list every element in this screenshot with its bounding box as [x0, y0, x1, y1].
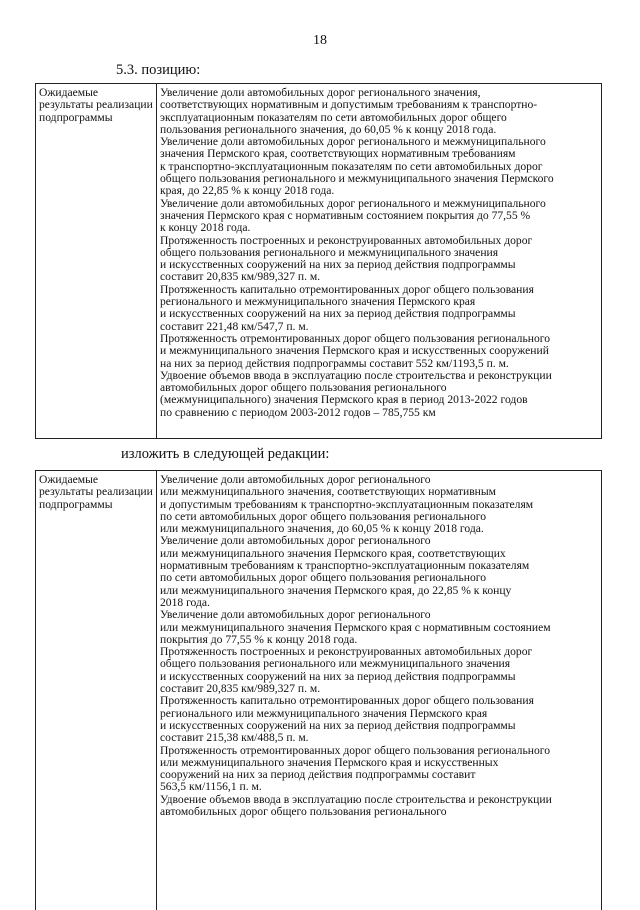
text-line: покрытия до 77,55 % к концу 2018 года. [160, 634, 597, 646]
text-line: Увеличение доли автомобильных дорог регионального и межмуниципального [160, 136, 597, 148]
text-line: Увеличение доли автомобильных дорог регионального [160, 535, 597, 547]
text-line: нормативным требованиям к транспортно-эксплуатационным показателям [160, 560, 597, 572]
text-line: или межмуниципального значения Пермского края с нормативным состоянием [160, 622, 597, 634]
text-line: к транспортно-эксплуатационным показателям по сети автомобильных дорог [160, 161, 597, 173]
text-line: по сравнению с периодом 2003-2012 годов – 785,755 км [160, 407, 597, 419]
text-line: Протяженность капитально отремонтированных дорог общего пользования [160, 284, 597, 296]
text-line: и искусственных сооружений на них за период действия подпрограммы [160, 308, 597, 320]
new-edition-heading: изложить в следующей редакции: [121, 446, 329, 463]
text-line: составит 20,835 км/989,327 п. м. [160, 271, 597, 283]
text-line: Протяженность построенных и реконструированных автомобильных дорог [160, 646, 597, 658]
text-line: или межмуниципального значения Пермского края и искусственных [160, 757, 597, 769]
text-line: края, до 22,85 % к концу 2018 года. [160, 185, 597, 197]
table-row [36, 471, 602, 910]
text-line: значения Пермского края, соответствующих нормативным требованиям [160, 148, 597, 160]
text-line: составит 221,48 км/547,7 п. м. [160, 321, 597, 333]
text-line: общего пользования регионального или межмуниципального значения [160, 658, 597, 670]
text-line: результаты реализации [39, 99, 152, 111]
text-line: Протяженность построенных и реконструированных автомобильных дорог [160, 235, 597, 247]
text-line: автомобильных дорог общего пользования регионального [160, 806, 597, 818]
text-line: Удвоение объемов ввода в эксплуатацию после строительства и реконструкции [160, 370, 597, 382]
text-line: и межмуниципального значения Пермского края и искусственных сооружений [160, 345, 597, 357]
section-heading: 5.3. позицию: [116, 62, 200, 79]
text-line: значения Пермского края с нормативным состоянием покрытия до 77,55 % [160, 210, 597, 222]
table-row [36, 84, 602, 439]
text-line: к концу 2018 года. [160, 222, 597, 234]
text-line: подпрограммы [39, 112, 152, 124]
row-content-cell [157, 471, 602, 910]
text-line: или межмуниципального значения, соответствующих нормативным [160, 486, 597, 498]
text-line: результаты реализации [39, 486, 152, 498]
text-line: или межмуниципального значения, до 60,05 % к концу 2018 года. [160, 523, 597, 535]
text-line: составит 20,835 км/989,327 п. м. [160, 683, 597, 695]
text-line: регионального или межмуниципального значения Пермского края [160, 708, 597, 720]
row-label-cell [36, 471, 157, 910]
text-line: подпрограммы [39, 499, 152, 511]
text-line: соответствующих нормативным и допустимым требованиям к транспортно- [160, 99, 597, 111]
text-line: Ожидаемые [39, 474, 152, 486]
text-line: сооружений на них за период действия подпрограммы составит [160, 769, 597, 781]
text-line: Увеличение доли автомобильных дорог регионального [160, 609, 597, 621]
text-line: и искусственных сооружений на них за период действия подпрограммы [160, 259, 597, 271]
text-line: 2018 года. [160, 597, 597, 609]
text-line: или межмуниципального значения Пермского края, соответствующих [160, 548, 597, 560]
text-line: эксплуатационным показателям по сети автомобильных дорог общего [160, 112, 597, 124]
text-line: или межмуниципального значения Пермского края, до 22,85 % к концу [160, 585, 597, 597]
text-line: на них за период действия подпрограммы составит 552 км/1193,5 п. м. [160, 358, 597, 370]
text-line: Ожидаемые [39, 87, 152, 99]
text-line: Протяженность отремонтированных дорог общего пользования регионального [160, 333, 597, 345]
text-line: и допустимым требованиям к транспортно-эксплуатационным показателям [160, 499, 597, 511]
row-content-cell [157, 84, 602, 439]
text-line: Увеличение доли автомобильных дорог регионального значения, [160, 87, 597, 99]
text-line: общего пользования регионального и межмуниципального значения [160, 247, 597, 259]
page-number: 18 [0, 33, 640, 49]
text-line: Протяженность капитально отремонтированных дорог общего пользования [160, 695, 597, 707]
text-line: по сети автомобильных дорог общего пользования регионального [160, 572, 597, 584]
text-line: общего пользования регионального и межмуниципального значения Пермского [160, 173, 597, 185]
text-line: Увеличение доли автомобильных дорог регионального [160, 474, 597, 486]
text-line: Увеличение доли автомобильных дорог регионального и межмуниципального [160, 198, 597, 210]
text-line: Протяженность отремонтированных дорог общего пользования регионального [160, 745, 597, 757]
text-line: составит 215,38 км/488,5 п. м. [160, 732, 597, 744]
row-label-cell [36, 84, 157, 439]
text-line: регионального и межмуниципального значения Пермского края [160, 296, 597, 308]
text-line: по сети автомобильных дорог общего пользования регионального [160, 511, 597, 523]
text-line: 563,5 км/1156,1 п. м. [160, 781, 597, 793]
text-line: (межмуниципального) значения Пермского края в период 2013-2022 годов [160, 394, 597, 406]
old-position-table [35, 83, 602, 439]
text-line: Удвоение объемов ввода в эксплуатацию после строительства и реконструкции [160, 794, 597, 806]
text-line: и искусственных сооружений на них за период действия подпрограммы [160, 720, 597, 732]
text-line: и искусственных сооружений на них за период действия подпрограммы [160, 671, 597, 683]
new-position-table [35, 470, 602, 910]
text-line: автомобильных дорог общего пользования регионального [160, 382, 597, 394]
text-line: пользования регионального значения, до 60,05 % к концу 2018 года. [160, 124, 597, 136]
